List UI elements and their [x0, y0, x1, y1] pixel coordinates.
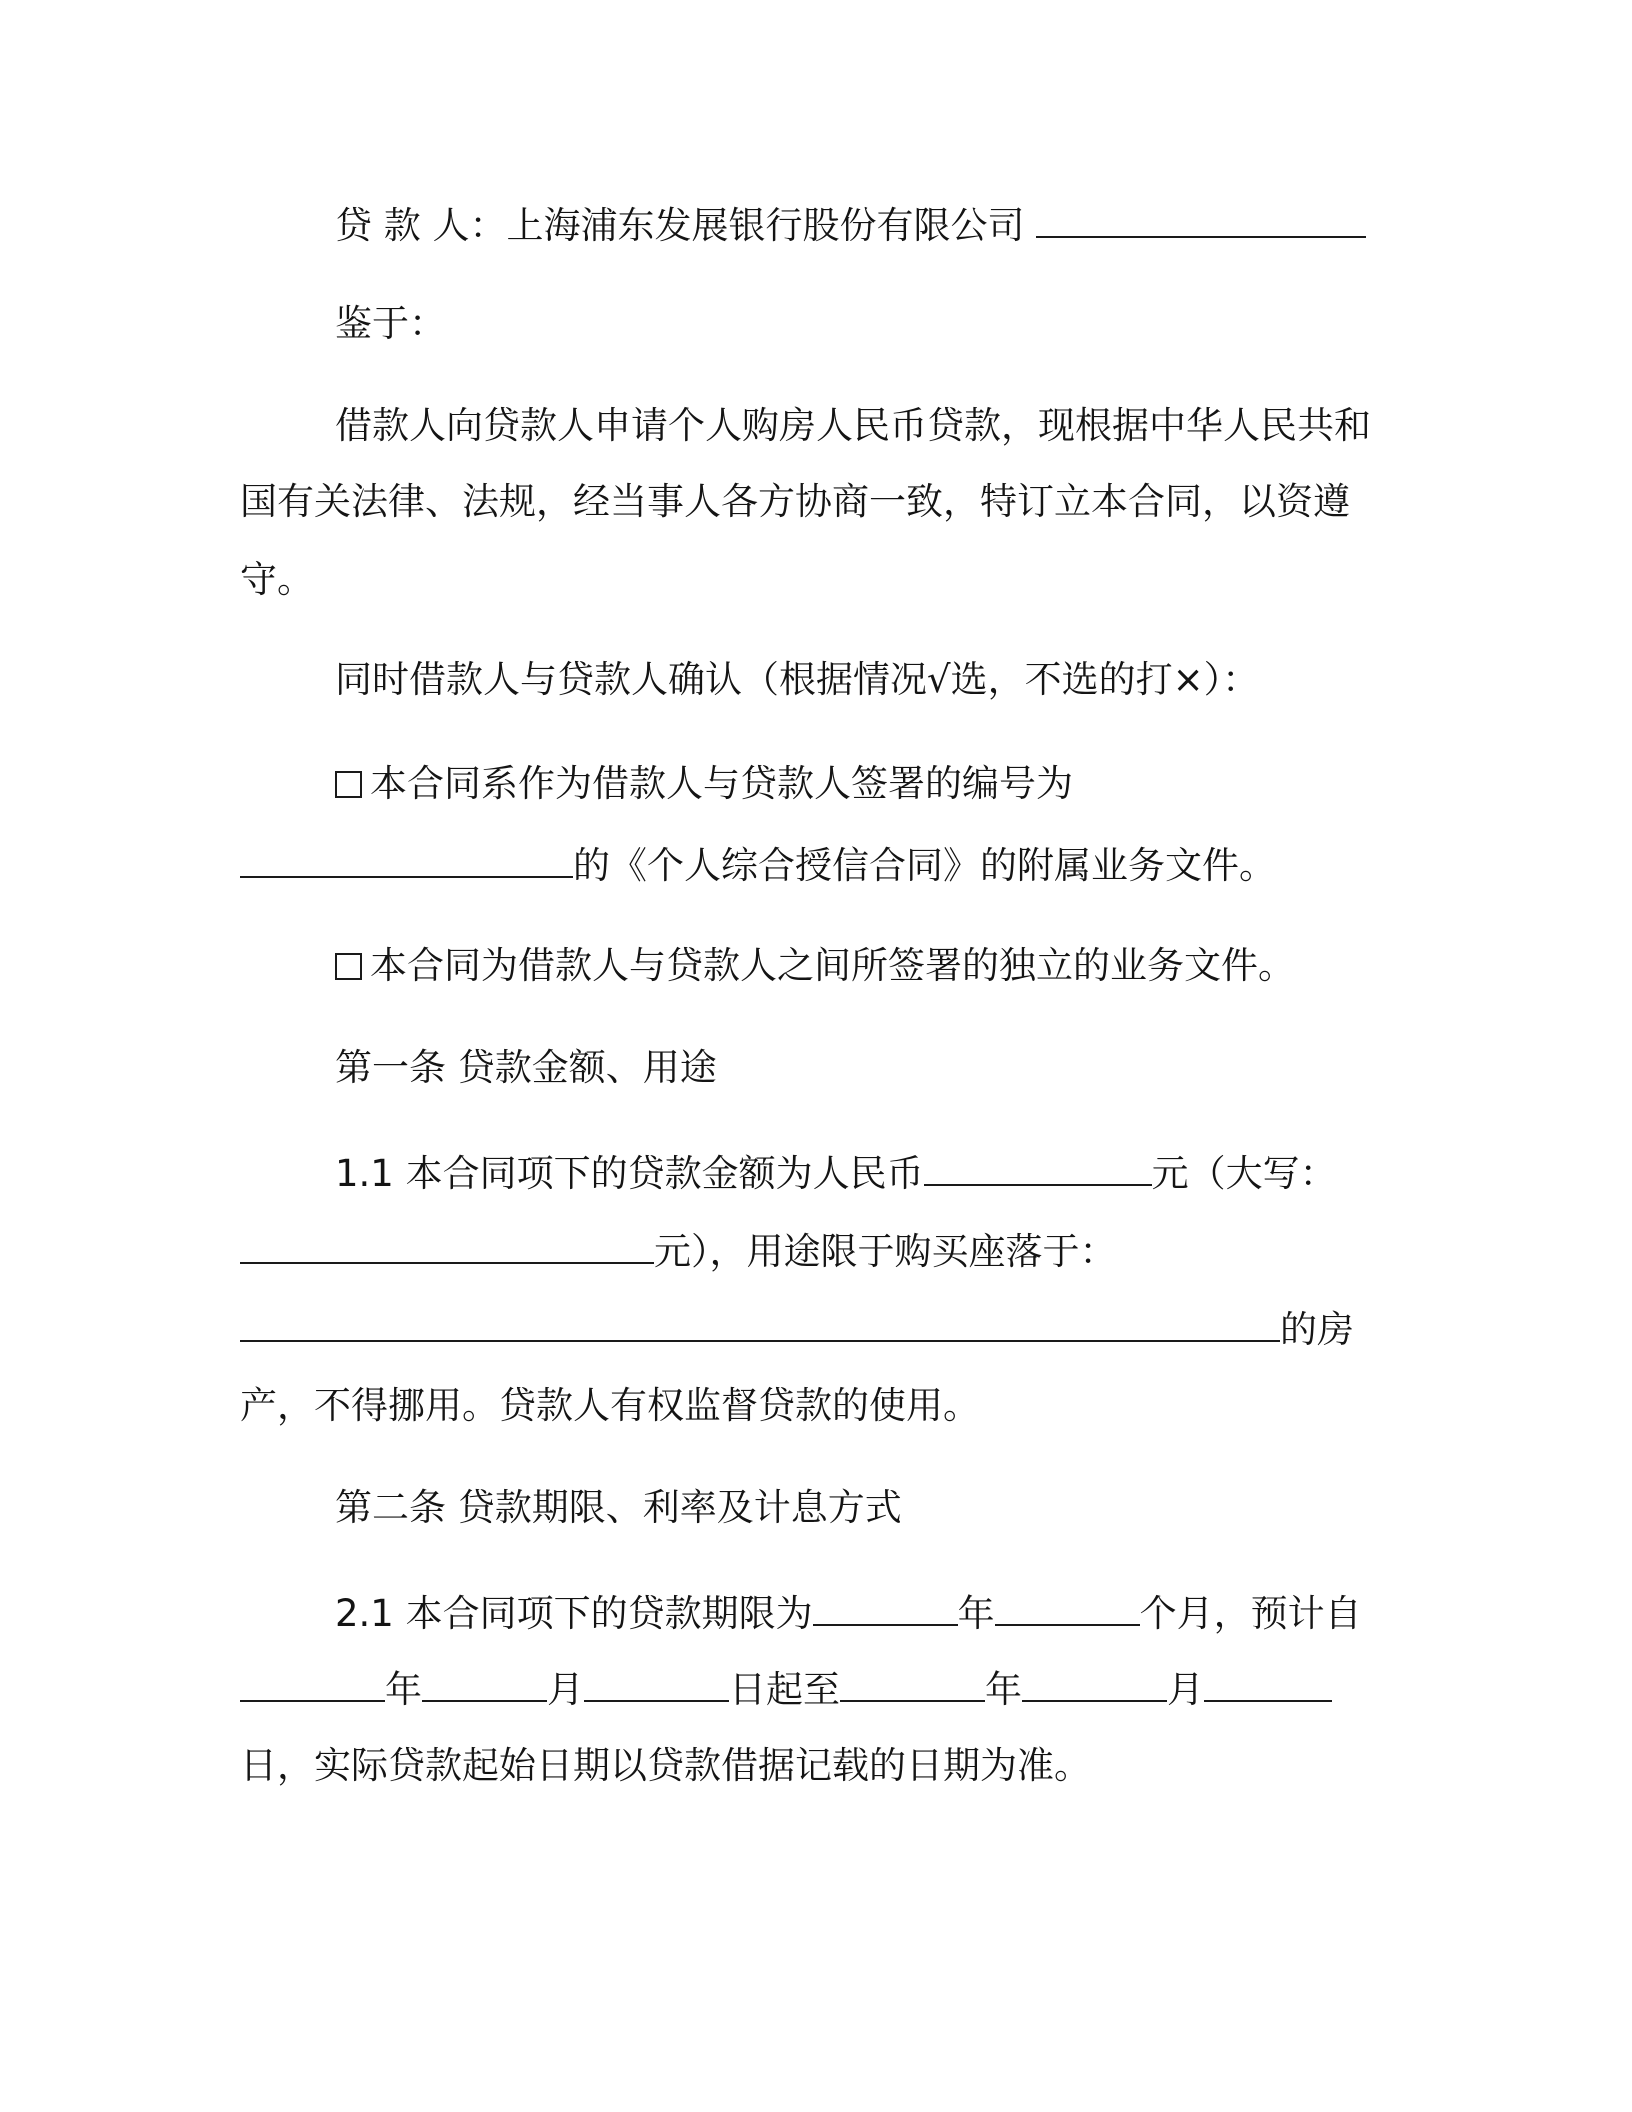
option-1-text-2: 的《个人综合授信合同》的附属业务文件。 — [573, 844, 1276, 887]
option-2-text: 本合同为借款人与贷款人之间所签署的独立的业务文件。 — [370, 944, 1295, 987]
option-2-line — [335, 942, 1295, 990]
article-1-text-d: 的房 — [1280, 1308, 1354, 1351]
article-1-para-line-3 — [240, 1304, 1354, 1354]
lender-blank[interactable] — [1036, 200, 1366, 238]
start-year-unit: 年 — [385, 1668, 422, 1711]
day-from-text: 日起至 — [729, 1668, 840, 1711]
preamble-line-3: 守。 — [240, 558, 314, 601]
document-page — [240, 0, 1380, 2112]
article-1-para-line-4: 产，不得挪用。贷款人有权监督贷款的使用。 — [240, 1384, 980, 1427]
end-day-blank[interactable] — [1204, 1664, 1332, 1702]
term-years-blank[interactable] — [813, 1588, 958, 1626]
lender-name: 上海浦东发展银行股份有限公司 — [506, 204, 1025, 247]
article-2-para-line-3: 日，实际贷款起始日期以贷款借据记载的日期为准。 — [240, 1744, 1091, 1787]
article-1-text-a: 1.1 本合同项下的贷款金额为人民币 — [335, 1152, 924, 1195]
loan-amount-blank[interactable] — [924, 1148, 1152, 1186]
article-2-para-line-2 — [240, 1664, 1332, 1714]
article-2-text-a: 2.1 本合同项下的贷款期限为 — [335, 1592, 813, 1635]
article-1-title: 第一条 贷款金额、用途 — [335, 1046, 717, 1089]
confirm-text: 同时借款人与贷款人确认（根据情况√选，不选的打×）： — [335, 658, 1260, 701]
end-month-unit: 月 — [1167, 1668, 1204, 1711]
start-month-unit: 月 — [547, 1668, 584, 1711]
lender-line — [335, 200, 1366, 250]
end-year-unit: 年 — [985, 1668, 1022, 1711]
term-months-blank[interactable] — [995, 1588, 1140, 1626]
option-1-line-1 — [335, 760, 1073, 808]
loan-amount-words-blank[interactable] — [240, 1226, 654, 1264]
article-2-text-b: 个月，预计自 — [1139, 1592, 1362, 1635]
contract-number-blank[interactable] — [240, 840, 573, 878]
article-1-text-b: 元（大写： — [1151, 1152, 1337, 1195]
article-2-para-line-1 — [335, 1588, 1362, 1638]
option-1-checkbox[interactable] — [335, 771, 362, 798]
start-year-blank[interactable] — [240, 1664, 385, 1702]
option-1-line-2 — [240, 840, 1276, 890]
lender-label: 贷 款 人： — [335, 204, 507, 247]
property-address-blank[interactable] — [240, 1304, 1280, 1342]
end-year-blank[interactable] — [840, 1664, 985, 1702]
option-1-text: 本合同系作为借款人与贷款人签署的编号为 — [370, 762, 1073, 805]
whereas-heading: 鉴于： — [335, 302, 446, 345]
start-day-blank[interactable] — [584, 1664, 729, 1702]
article-1-para-line-1 — [335, 1148, 1337, 1198]
article-1-text-c: 元），用途限于购买座落于： — [654, 1230, 1117, 1273]
term-year-unit: 年 — [957, 1592, 995, 1635]
preamble-line-1: 借款人向贷款人申请个人购房人民币贷款，现根据中华人民共和 — [335, 404, 1371, 447]
end-month-blank[interactable] — [1022, 1664, 1167, 1702]
start-month-blank[interactable] — [422, 1664, 547, 1702]
article-2-title: 第二条 贷款期限、利率及计息方式 — [335, 1486, 902, 1529]
preamble-line-2: 国有关法律、法规，经当事人各方协商一致，特订立本合同，以资遵 — [240, 480, 1350, 523]
option-2-checkbox[interactable] — [335, 953, 362, 980]
article-1-para-line-2 — [240, 1226, 1117, 1276]
